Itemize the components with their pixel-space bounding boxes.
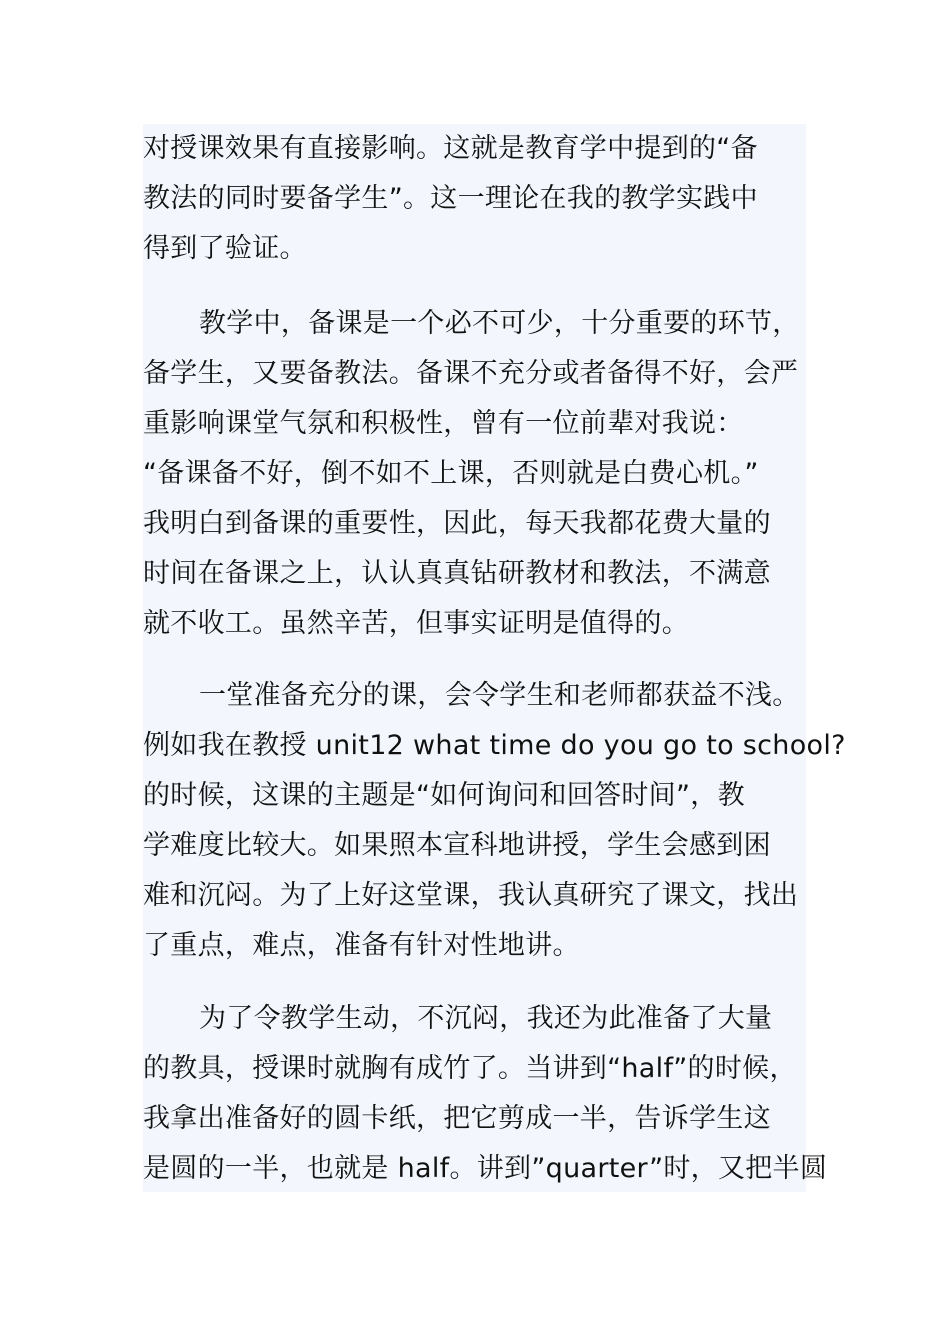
paragraph-line: 就不收工。虽然辛苦，但事实证明是值得的。: [143, 608, 689, 639]
paragraph-line: 我拿出准备好的圆卡纸，把它剪成一半，告诉学生这: [143, 1103, 771, 1134]
paragraph-line: 时间在备课之上，认认真真钻研教材和教法，不满意: [143, 558, 771, 589]
paragraph-line: 教法的同时要备学生”。这一理论在我的教学实践中: [143, 183, 758, 214]
paragraph-line: 重影响课堂气氛和积极性，曾有一位前辈对我说：: [143, 408, 744, 439]
paragraph-line: 学难度比较大。如果照本宣科地讲授，学生会感到困: [143, 830, 771, 861]
paragraph-line: 一堂准备充分的课，会令学生和老师都获益不浅。: [199, 680, 800, 711]
paragraph-3: [143, 671, 846, 971]
paragraph-line: “备课备不好，倒不如不上课，否则就是白费心机。”: [143, 458, 759, 489]
paragraph-line: 难和沉闷。为了上好这堂课，我认真研究了课文，找出: [143, 880, 799, 911]
paragraph-line: 备学生，又要备教法。备课不充分或者备得不好，会严: [143, 358, 799, 389]
text-highlight-block: [143, 124, 846, 1192]
paragraph-line: 的时候，这课的主题是“如何询问和回答时间”，教: [143, 780, 745, 811]
paragraph-line: 得到了验证。: [143, 233, 307, 264]
paragraph-4: [143, 994, 843, 1194]
paragraph-line: 是圆的一半，也就是 half。讲到”quarter”时，又把半圆: [143, 1153, 828, 1184]
paragraph-line: 为了令教学生动，不沉闷，我还为此准备了大量: [199, 1003, 773, 1034]
paragraph-line: 的教具，授课时就胸有成竹了。当讲到“half”的时候，: [143, 1053, 797, 1084]
paragraph-2: [143, 299, 843, 649]
paragraph-line: 教学中，备课是一个必不可少，十分重要的环节，: [199, 308, 800, 339]
paragraph-line: 例如我在教授 unit12 what time do you go to school?: [143, 730, 846, 761]
paragraph-line: 了重点，难点，准备有针对性地讲。: [143, 930, 580, 961]
paragraph-line: 对授课效果有直接影响。这就是教育学中提到的“备: [143, 133, 758, 164]
paragraph-1: [143, 124, 843, 274]
paragraph-line: 我明白到备课的重要性，因此，每天我都花费大量的: [143, 508, 771, 539]
